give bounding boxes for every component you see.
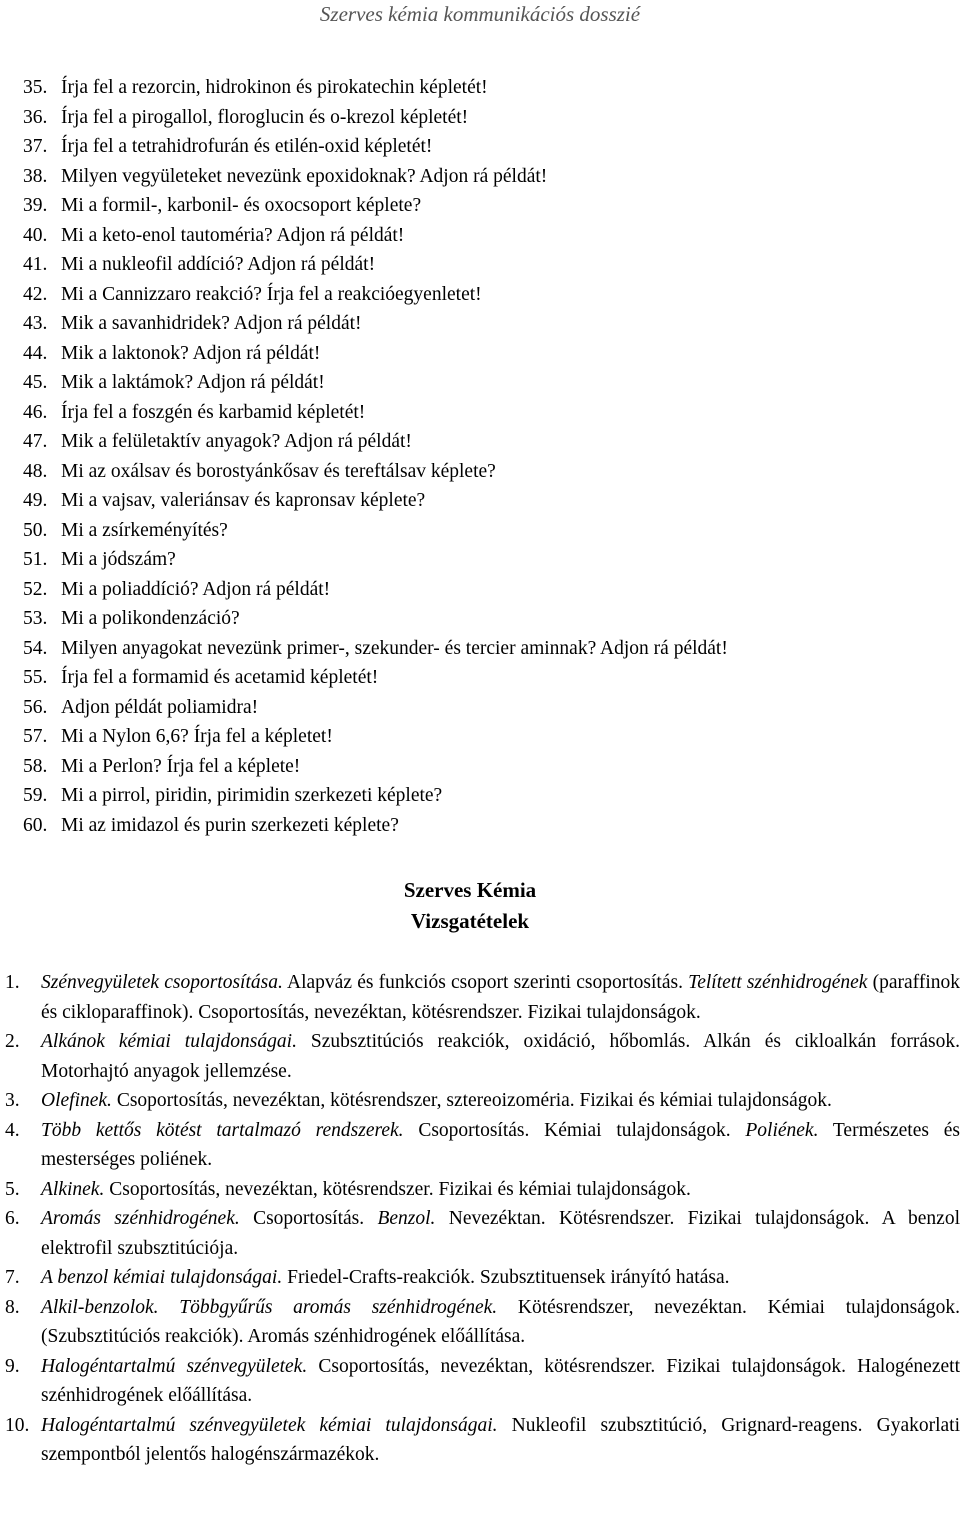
question-number: 54.	[23, 637, 48, 659]
question-number: 49.	[23, 490, 48, 511]
exam-topic-item	[5, 1027, 960, 1086]
question-item	[23, 191, 953, 221]
section-title: Szerves Kémia	[403, 878, 537, 902]
exam-topic-item	[5, 1293, 960, 1352]
question-number: 60.	[23, 814, 48, 836]
question-item	[23, 486, 953, 516]
question-number: 58.	[23, 755, 48, 777]
exam-topic-text	[41, 1175, 960, 1205]
topic-description-text: Csoportosítás, nevezéktan, kötésrendszer, sztereoizoméria. Fizikai és kémiai tulajdonságok.	[111, 1090, 832, 1111]
question-number: 56.	[23, 696, 48, 718]
question-item	[23, 663, 953, 693]
question-number: 59.	[23, 785, 48, 806]
exam-topic-text	[41, 1027, 960, 1086]
question-number: 44.	[23, 342, 48, 364]
exam-topic-item	[5, 968, 960, 1027]
question-number: 48.	[23, 460, 48, 482]
exam-topic-text	[41, 1086, 960, 1116]
question-item	[23, 103, 953, 133]
question-number: 52.	[23, 578, 48, 600]
topic-heading-text: Olefinek.	[41, 1090, 112, 1111]
question-number: 40.	[23, 224, 48, 246]
question-item	[23, 162, 953, 192]
topic-heading-text: Alkinek.	[41, 1178, 105, 1200]
question-text: Mi az oxálsav és borostyánkősav és tereftálsav képlete?	[61, 460, 496, 482]
question-text: Mi a zsírkeményítés?	[61, 519, 228, 541]
question-item	[23, 811, 953, 841]
question-text: Mi a formil-, karbonil- és oxocsoport képlete?	[61, 195, 422, 216]
question-item	[23, 339, 953, 369]
question-text: Írja fel a foszgén és karbamid képletét!	[61, 401, 366, 423]
exam-topic-number: 1.	[5, 972, 20, 993]
question-number: 37.	[23, 136, 48, 157]
question-number: 38.	[23, 165, 48, 187]
question-item	[23, 575, 953, 605]
exam-topic-text	[41, 1263, 960, 1293]
question-number: 50.	[23, 519, 48, 541]
exam-topic-text	[41, 1116, 960, 1175]
question-text: Írja fel a pirogallol, floroglucin és o-krezol képletét!	[61, 106, 469, 128]
topic-description-text: Nukleofil szubsztitúció, Grignard-reagens. Gyakorlati szempontból jelentős halogénszármazékok.	[41, 1414, 960, 1465]
topic-description-text: Szubsztitúciós reakciók, oxidáció, hőbomlás. Alkán és cikloalkán források. Motorhajtó anyagok jellemzése.	[41, 1031, 960, 1082]
question-item	[23, 781, 953, 811]
question-item	[23, 604, 953, 634]
exam-topic-item	[5, 1204, 960, 1263]
topic-description-text: (paraffinok és cikloparaffinok). Csoportosítás, nevezéktan, kötésrendszer. Fizikai tulajdonságok.	[41, 972, 960, 1023]
question-text: Mik a laktonok? Adjon rá példát!	[61, 342, 321, 364]
question-item	[23, 368, 953, 398]
question-number: 39.	[23, 195, 48, 216]
exam-topic-text	[41, 1204, 960, 1263]
question-text: Mi a polikondenzáció?	[61, 608, 240, 629]
topic-heading-text: Alkánok kémiai tulajdonságai.	[41, 1031, 297, 1052]
question-item	[23, 457, 953, 487]
question-text: Írja fel a formamid és acetamid képletét!	[61, 667, 379, 688]
topic-heading-text: Benzol.	[377, 1208, 436, 1229]
topic-heading-text: Alkil-benzolok. Többgyűrűs aromás szénhidrogének.	[41, 1296, 498, 1318]
topic-description-text: Csoportosítás, nevezéktan, kötésrendszer. Fizikai és kémiai tulajdonságok.	[104, 1178, 691, 1200]
question-text: Mik a savanhidridek? Adjon rá példát!	[61, 313, 362, 334]
question-number: 55.	[23, 667, 48, 688]
question-item	[23, 427, 953, 457]
question-number: 53.	[23, 608, 48, 629]
exam-topic-text	[41, 1411, 960, 1470]
topic-description-text: Alapváz és funkciós csoport szerinti csoportosítás.	[282, 972, 689, 993]
question-text: Mik a laktámok? Adjon rá példát!	[61, 372, 325, 393]
question-item	[23, 73, 953, 103]
question-item	[23, 693, 953, 723]
exam-topic-item	[5, 1086, 960, 1116]
question-number: 36.	[23, 106, 48, 128]
question-text: Írja fel a rezorcin, hidrokinon és pirokatechin képletét!	[61, 77, 488, 98]
exam-topic-text	[41, 1293, 960, 1352]
section-subtitle: Vizsgatételek	[410, 909, 530, 933]
topic-heading-text: Poliének.	[745, 1119, 819, 1141]
topic-description-text: Természetes és mesterséges poliének.	[41, 1119, 960, 1170]
exam-topic-item	[5, 1116, 960, 1175]
question-text: Milyen vegyületeket nevezünk epoxidoknak? Adjon rá példát!	[61, 165, 548, 187]
question-text: Mi a nukleofil addíció? Adjon rá példát!	[61, 254, 376, 275]
topic-description-text: Csoportosítás. Kémiai tulajdonságok.	[403, 1119, 746, 1141]
question-number: 35.	[23, 77, 48, 98]
topic-heading-text: Halogéntartalmú szénvegyületek kémiai tulajdonságai.	[41, 1414, 498, 1436]
exam-topic-number: 9.	[5, 1355, 20, 1377]
exam-topic-text	[41, 1352, 960, 1411]
exam-topic-number: 2.	[5, 1031, 20, 1052]
question-text: Mi a Cannizzaro reakció? Írja fel a reakcióegyenletet!	[61, 283, 482, 305]
question-item	[23, 752, 953, 782]
question-number: 43.	[23, 313, 48, 334]
question-item	[23, 221, 953, 251]
topic-heading-text: Aromás szénhidrogének.	[41, 1208, 240, 1229]
page-header-title: Szerves kémia kommunikációs dosszié	[319, 2, 641, 26]
question-text: Mi a keto-enol tautoméria? Adjon rá példát!	[61, 224, 405, 246]
exam-topic-number: 8.	[5, 1296, 20, 1318]
exam-topic-number: 6.	[5, 1208, 20, 1229]
exam-topic-number: 4.	[5, 1119, 20, 1141]
question-text: Mik a felületaktív anyagok? Adjon rá példát!	[61, 431, 412, 452]
exam-topic-list	[5, 968, 960, 1470]
exam-topic-number: 5.	[5, 1178, 20, 1200]
topic-description-text: Csoportosítás, nevezéktan, kötésrendszer. Fizikai tulajdonságok. Halogénezett szénhidrogének előállítása.	[41, 1355, 960, 1406]
topic-heading-text: Szénvegyületek csoportosítása.	[41, 972, 283, 993]
question-item	[23, 132, 953, 162]
question-item	[23, 280, 953, 310]
question-item	[23, 398, 953, 428]
exam-topic-item	[5, 1411, 960, 1470]
question-number: 42.	[23, 283, 48, 305]
exam-topic-number: 10.	[5, 1414, 30, 1436]
question-text: Mi a pirrol, piridin, pirimidin szerkezeti képlete?	[61, 785, 443, 806]
topic-heading-text: A benzol kémiai tulajdonságai.	[41, 1267, 283, 1288]
question-item	[23, 545, 953, 575]
question-text: Mi a poliaddíció? Adjon rá példát!	[61, 578, 331, 600]
exam-topic-number: 7.	[5, 1267, 20, 1288]
topic-description-text: Kötésrendszer, nevezéktan. Kémiai tulajdonságok. (Szubsztitúciós reakciók). Aromás szénhidrogének előállítása.	[41, 1296, 960, 1347]
topic-heading-text: Telített szénhidrogének	[688, 972, 868, 993]
topic-heading-text: Halogéntartalmú szénvegyületek.	[41, 1355, 308, 1377]
question-item	[23, 309, 953, 339]
exam-topic-number: 3.	[5, 1090, 20, 1111]
question-item	[23, 722, 953, 752]
question-item	[23, 634, 953, 664]
exam-topic-text	[41, 968, 960, 1027]
question-number: 57.	[23, 726, 48, 747]
question-number: 51.	[23, 549, 48, 570]
topic-heading-text: Több kettős kötést tartalmazó rendszerek.	[41, 1119, 404, 1141]
question-number: 45.	[23, 372, 48, 393]
question-item	[23, 516, 953, 546]
exam-topic-item	[5, 1263, 960, 1293]
question-text: Mi az imidazol és purin szerkezeti képlete?	[61, 814, 399, 836]
question-text: Milyen anyagokat nevezünk primer-, szekunder- és tercier aminnak? Adjon rá példát!	[61, 637, 728, 659]
exam-topic-item	[5, 1175, 960, 1205]
question-number: 41.	[23, 254, 48, 275]
question-text: Írja fel a tetrahidrofurán és etilén-oxid képletét!	[61, 136, 433, 157]
topic-description-text: Friedel-Crafts-reakciók. Szubsztituensek irányító hatása.	[282, 1267, 730, 1288]
question-number: 46.	[23, 401, 48, 423]
question-number: 47.	[23, 431, 48, 452]
question-text: Mi a Nylon 6,6? Írja fel a képletet!	[61, 726, 333, 747]
question-item	[23, 250, 953, 280]
question-text: Mi a vajsav, valeriánsav és kapronsav képlete?	[61, 490, 426, 511]
question-list	[23, 73, 953, 840]
topic-description-text: Nevezéktan. Kötésrendszer. Fizikai tulajdonságok. A benzol elektrofil szubsztitúciója.	[41, 1208, 960, 1259]
exam-topic-item	[5, 1352, 960, 1411]
question-text: Mi a Perlon? Írja fel a képlete!	[61, 755, 301, 777]
question-text: Mi a jódszám?	[61, 549, 176, 570]
topic-description-text: Csoportosítás.	[239, 1208, 378, 1229]
question-text: Adjon példát poliamidra!	[61, 696, 259, 718]
